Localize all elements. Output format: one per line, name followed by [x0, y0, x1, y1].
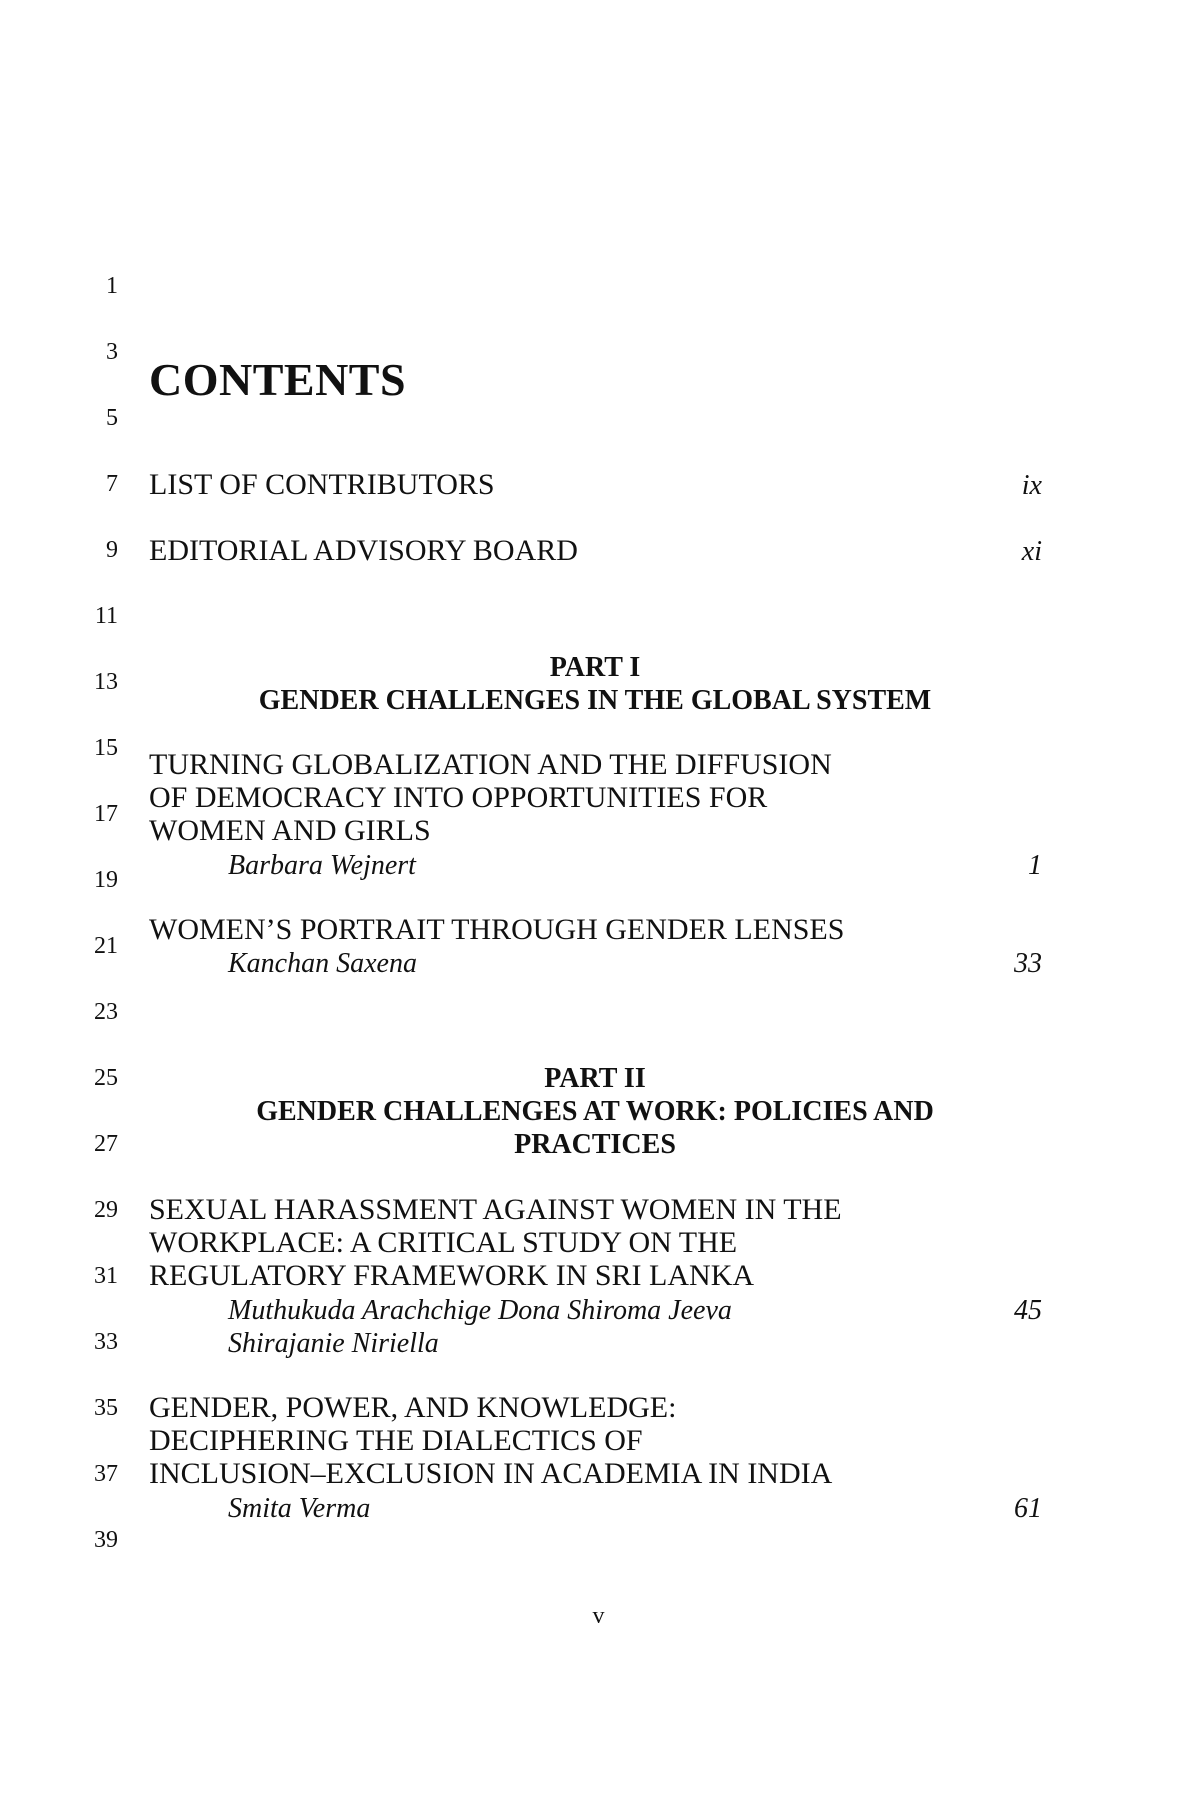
- line-number: 11: [94, 603, 118, 629]
- page-folio: v: [592, 1603, 605, 1629]
- part-heading-line: GENDER CHALLENGES AT WORK: POLICIES AND: [256, 1096, 934, 1127]
- line-number: 39: [94, 1527, 118, 1553]
- chapter-title-line: DECIPHERING THE DIALECTICS OF: [149, 1424, 643, 1457]
- part-label: PART I: [549, 652, 641, 683]
- line-number: 7: [106, 471, 118, 497]
- part-label: PART II: [544, 1063, 646, 1094]
- chapter-title-line: OF DEMOCRACY INTO OPPORTUNITIES FOR: [149, 781, 768, 814]
- line-number: 5: [106, 405, 118, 431]
- line-number: 19: [94, 867, 118, 893]
- page-title: CONTENTS: [149, 354, 407, 405]
- chapter-title-line: WOMEN AND GIRLS: [149, 814, 431, 847]
- entry-title: LIST OF CONTRIBUTORS: [149, 468, 495, 501]
- chapter-title-line: WORKPLACE: A CRITICAL STUDY ON THE: [149, 1226, 738, 1259]
- line-number: 21: [94, 933, 118, 959]
- line-number: 23: [94, 999, 118, 1025]
- chapter-author: Shirajanie Niriella: [228, 1328, 439, 1359]
- line-number: 29: [94, 1197, 118, 1223]
- chapter-page-number: 45: [1014, 1295, 1042, 1326]
- entry-page-number: ix: [1021, 470, 1042, 501]
- part-heading-line: PRACTICES: [514, 1129, 676, 1160]
- line-number: 3: [106, 339, 118, 365]
- chapter-author: Smita Verma: [228, 1493, 371, 1524]
- line-number: 33: [94, 1329, 118, 1355]
- chapter-title-line: REGULATORY FRAMEWORK IN SRI LANKA: [149, 1259, 755, 1292]
- chapter-title-line: TURNING GLOBALIZATION AND THE DIFFUSION: [149, 748, 832, 781]
- chapter-author: Kanchan Saxena: [228, 948, 417, 979]
- line-number: 17: [94, 801, 118, 827]
- chapter-title-line: GENDER, POWER, AND KNOWLEDGE:: [149, 1391, 677, 1424]
- chapter-page-number: 1: [1028, 850, 1042, 881]
- chapter-title-line: WOMEN’S PORTRAIT THROUGH GENDER LENSES: [149, 913, 845, 946]
- entry-title: EDITORIAL ADVISORY BOARD: [149, 534, 578, 567]
- line-number: 37: [94, 1461, 118, 1487]
- chapter-author: Barbara Wejnert: [228, 850, 416, 881]
- line-number: 31: [94, 1263, 118, 1289]
- chapter-author: Muthukuda Arachchige Dona Shiroma Jeeva: [228, 1295, 732, 1326]
- line-number: 9: [106, 537, 118, 563]
- line-number: 35: [94, 1395, 118, 1421]
- line-number: 15: [94, 735, 118, 761]
- line-number: 25: [94, 1065, 118, 1091]
- chapter-page-number: 61: [1014, 1493, 1042, 1524]
- line-number: 13: [94, 669, 118, 695]
- part-heading-line: GENDER CHALLENGES IN THE GLOBAL SYSTEM: [258, 685, 932, 716]
- chapter-title-line: SEXUAL HARASSMENT AGAINST WOMEN IN THE: [149, 1193, 842, 1226]
- line-number: 27: [94, 1131, 118, 1157]
- chapter-title-line: INCLUSION–EXCLUSION IN ACADEMIA IN INDIA: [149, 1457, 833, 1490]
- line-number: 1: [106, 273, 118, 299]
- entry-page-number: xi: [1021, 536, 1042, 567]
- chapter-page-number: 33: [1014, 948, 1042, 979]
